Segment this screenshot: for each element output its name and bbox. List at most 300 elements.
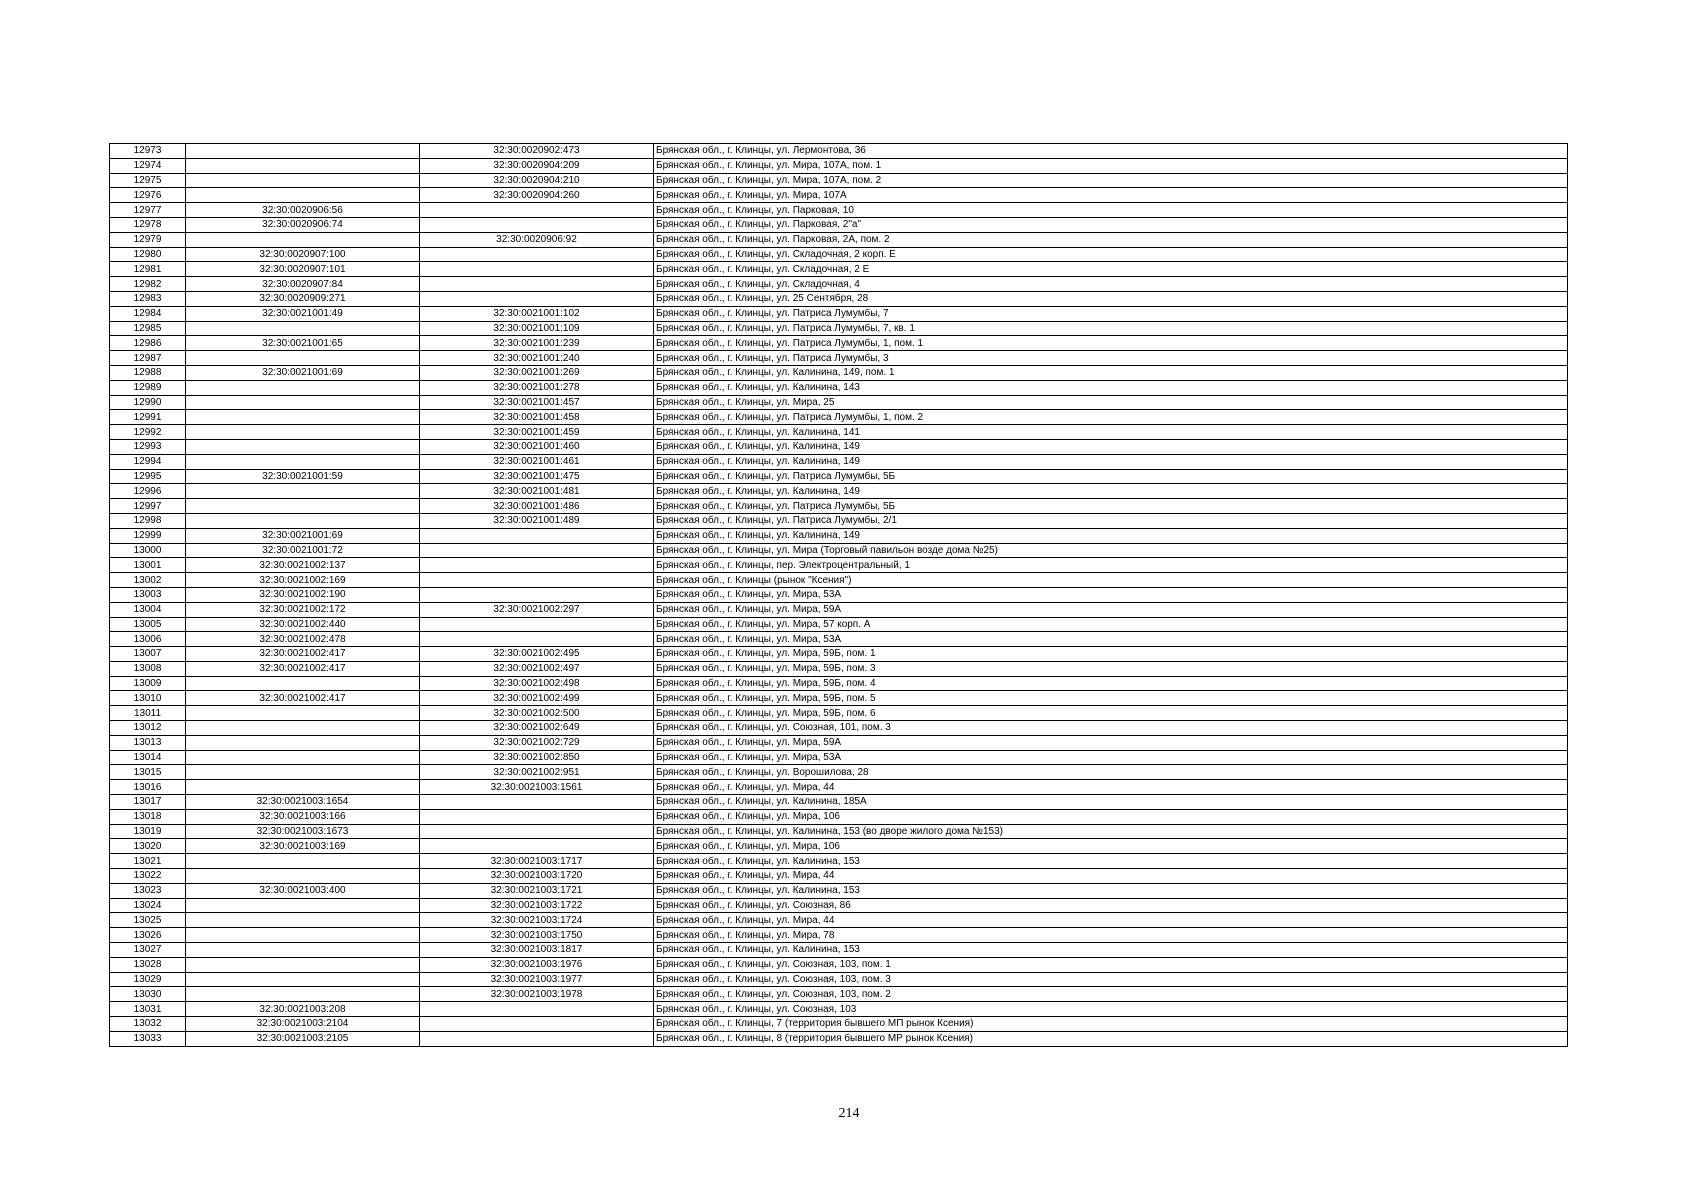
land-cadastral-number-cell [186,188,420,203]
building-cadastral-number-cell: 32:30:0021001:240 [420,351,654,366]
land-cadastral-number-cell: 32:30:0021001:72 [186,543,420,558]
row-number-cell: 12982 [110,277,186,292]
row-number-cell: 12973 [110,144,186,159]
row-number-cell: 13018 [110,809,186,824]
land-cadastral-number-cell: 32:30:0020907:84 [186,277,420,292]
address-cell: Брянская обл., г. Клинцы, ул. Калинина, 143 [654,380,1568,395]
table-row [110,158,1568,173]
address-cell: Брянская обл., г. Клинцы, ул. Патриса Лумумбы, 2/1 [654,513,1568,528]
address-cell: Брянская обл., г. Клинцы, ул. Мира, 59Б, пом. 1 [654,647,1568,662]
address-cell: Брянская обл., г. Клинцы, ул. Мира, 59А [654,735,1568,750]
row-number-cell: 12986 [110,336,186,351]
row-number-cell: 13001 [110,558,186,573]
building-cadastral-number-cell: 32:30:0021002:649 [420,721,654,736]
building-cadastral-number-cell [420,1031,654,1046]
land-cadastral-number-cell: 32:30:0021001:59 [186,469,420,484]
building-cadastral-number-cell: 32:30:0021002:499 [420,691,654,706]
address-cell: Брянская обл., г. Клинцы, ул. Складочная, 2 корп. Е [654,247,1568,262]
land-cadastral-number-cell: 32:30:0021002:172 [186,602,420,617]
land-cadastral-number-cell [186,439,420,454]
row-number-cell: 12988 [110,365,186,380]
table-row [110,824,1568,839]
table-row [110,661,1568,676]
land-cadastral-number-cell [186,913,420,928]
address-cell: Брянская обл., г. Клинцы, ул. Патриса Лумумбы, 1, пом. 1 [654,336,1568,351]
land-cadastral-number-cell [186,721,420,736]
building-cadastral-number-cell: 32:30:0021003:1561 [420,780,654,795]
building-cadastral-number-cell [420,573,654,588]
address-cell: Брянская обл., г. Клинцы, ул. Союзная, 103, пом. 1 [654,957,1568,972]
land-cadastral-number-cell [186,854,420,869]
address-cell: Брянская обл., г. Клинцы, ул. Мира, 57 корп. А [654,617,1568,632]
address-cell: Брянская обл., г. Клинцы, ул. Мира, 44 [654,913,1568,928]
table-row [110,587,1568,602]
row-number-cell: 13012 [110,721,186,736]
building-cadastral-number-cell: 32:30:0021001:475 [420,469,654,484]
table-row [110,262,1568,277]
table-row [110,484,1568,499]
address-cell: Брянская обл., г. Клинцы, ул. Союзная, 86 [654,898,1568,913]
table-row [110,1031,1568,1046]
table-row [110,721,1568,736]
row-number-cell: 13011 [110,706,186,721]
building-cadastral-number-cell: 32:30:0020904:209 [420,158,654,173]
row-number-cell: 13015 [110,765,186,780]
table-row [110,676,1568,691]
land-cadastral-number-cell: 32:30:0021002:478 [186,632,420,647]
address-cell: Брянская обл., г. Клинцы, ул. Калинина, 141 [654,425,1568,440]
building-cadastral-number-cell: 32:30:0021003:1721 [420,883,654,898]
row-number-cell: 12990 [110,395,186,410]
building-cadastral-number-cell: 32:30:0021003:1977 [420,972,654,987]
address-cell: Брянская обл., г. Клинцы, ул. Патриса Лумумбы, 5Б [654,499,1568,514]
land-cadastral-number-cell [186,144,420,159]
address-cell: Брянская обл., г. Клинцы, ул. 25 Сентября, 28 [654,291,1568,306]
building-cadastral-number-cell: 32:30:0021002:498 [420,676,654,691]
land-cadastral-number-cell: 32:30:0021001:69 [186,528,420,543]
row-number-cell: 13007 [110,647,186,662]
table-row [110,306,1568,321]
land-cadastral-number-cell: 32:30:0021003:169 [186,839,420,854]
building-cadastral-number-cell: 32:30:0021003:1978 [420,987,654,1002]
land-cadastral-number-cell [186,513,420,528]
land-cadastral-number-cell: 32:30:0021003:2104 [186,1017,420,1032]
table-row [110,351,1568,366]
table-row [110,232,1568,247]
land-cadastral-number-cell [186,232,420,247]
row-number-cell: 13004 [110,602,186,617]
table-row [110,943,1568,958]
table-row [110,543,1568,558]
row-number-cell: 13020 [110,839,186,854]
land-cadastral-number-cell [186,454,420,469]
building-cadastral-number-cell: 32:30:0021003:1717 [420,854,654,869]
table-row [110,217,1568,232]
building-cadastral-number-cell: 32:30:0021001:460 [420,439,654,454]
land-cadastral-number-cell [186,957,420,972]
table-row [110,336,1568,351]
building-cadastral-number-cell [420,587,654,602]
row-number-cell: 12978 [110,217,186,232]
building-cadastral-number-cell: 32:30:0021003:1976 [420,957,654,972]
address-cell: Брянская обл., г. Клинцы, ул. Мира, 106 [654,809,1568,824]
address-cell: Брянская обл., г. Клинцы, ул. Мира, 59Б, пом. 3 [654,661,1568,676]
row-number-cell: 13009 [110,676,186,691]
land-cadastral-number-cell [186,410,420,425]
building-cadastral-number-cell: 32:30:0021002:497 [420,661,654,676]
building-cadastral-number-cell [420,247,654,262]
address-cell: Брянская обл., г. Клинцы, ул. Калинина, 185А [654,795,1568,810]
address-cell: Брянская обл., г. Клинцы, ул. Мира, 25 [654,395,1568,410]
table-row [110,425,1568,440]
table-row [110,469,1568,484]
row-number-cell: 12977 [110,203,186,218]
table-row [110,928,1568,943]
address-cell: Брянская обл., г. Клинцы, ул. Мира, 107А [654,188,1568,203]
land-cadastral-number-cell [186,943,420,958]
table-row [110,780,1568,795]
address-cell: Брянская обл., г. Клинцы, ул. Мира, 78 [654,928,1568,943]
address-cell: Брянская обл., г. Клинцы, ул. Калинина, 149 [654,484,1568,499]
row-number-cell: 12974 [110,158,186,173]
row-number-cell: 12980 [110,247,186,262]
building-cadastral-number-cell: 32:30:0021002:951 [420,765,654,780]
table-row [110,365,1568,380]
address-cell: Брянская обл., г. Клинцы, ул. Союзная, 101, пом. 3 [654,721,1568,736]
building-cadastral-number-cell [420,217,654,232]
table-row [110,765,1568,780]
row-number-cell: 12991 [110,410,186,425]
land-cadastral-number-cell: 32:30:0020906:74 [186,217,420,232]
address-cell: Брянская обл., г. Клинцы, 8 (территория бывшего МР рынок Ксения) [654,1031,1568,1046]
table-row [110,617,1568,632]
table-row [110,735,1568,750]
table-row [110,439,1568,454]
table-row [110,1002,1568,1017]
table-row [110,898,1568,913]
table-row [110,321,1568,336]
land-cadastral-number-cell [186,898,420,913]
building-cadastral-number-cell [420,632,654,647]
address-cell: Брянская обл., г. Клинцы, ул. Калинина, 149, пом. 1 [654,365,1568,380]
row-number-cell: 12999 [110,528,186,543]
table-row [110,499,1568,514]
registry-table [109,143,1568,1047]
table-row [110,647,1568,662]
row-number-cell: 13019 [110,824,186,839]
building-cadastral-number-cell: 32:30:0021002:297 [420,602,654,617]
table-row [110,706,1568,721]
land-cadastral-number-cell: 32:30:0021003:166 [186,809,420,824]
land-cadastral-number-cell [186,425,420,440]
row-number-cell: 12981 [110,262,186,277]
building-cadastral-number-cell: 32:30:0021002:495 [420,647,654,662]
building-cadastral-number-cell [420,1017,654,1032]
table-row [110,573,1568,588]
table-row [110,809,1568,824]
table-row [110,602,1568,617]
building-cadastral-number-cell [420,203,654,218]
land-cadastral-number-cell [186,750,420,765]
row-number-cell: 13031 [110,1002,186,1017]
building-cadastral-number-cell: 32:30:0021001:458 [420,410,654,425]
building-cadastral-number-cell: 32:30:0021001:486 [420,499,654,514]
table-row [110,513,1568,528]
address-cell: Брянская обл., г. Клинцы, ул. Ворошилова, 28 [654,765,1568,780]
address-cell: Брянская обл., г. Клинцы, ул. Калинина, 153 [654,943,1568,958]
address-cell: Брянская обл., г. Клинцы, ул. Калинина, 153 [654,854,1568,869]
table-row [110,203,1568,218]
land-cadastral-number-cell: 32:30:0021003:400 [186,883,420,898]
building-cadastral-number-cell [420,262,654,277]
row-number-cell: 12976 [110,188,186,203]
row-number-cell: 12975 [110,173,186,188]
address-cell: Брянская обл., г. Клинцы, ул. Мира, 106 [654,839,1568,854]
land-cadastral-number-cell [186,765,420,780]
row-number-cell: 12992 [110,425,186,440]
row-number-cell: 12997 [110,499,186,514]
building-cadastral-number-cell: 32:30:0021002:850 [420,750,654,765]
building-cadastral-number-cell: 32:30:0021001:102 [420,306,654,321]
row-number-cell: 12998 [110,513,186,528]
table-row [110,291,1568,306]
land-cadastral-number-cell: 32:30:0020909:271 [186,291,420,306]
building-cadastral-number-cell: 32:30:0021001:489 [420,513,654,528]
table-row [110,380,1568,395]
building-cadastral-number-cell [420,617,654,632]
land-cadastral-number-cell [186,869,420,884]
table-row [110,972,1568,987]
row-number-cell: 12993 [110,439,186,454]
table-row [110,173,1568,188]
building-cadastral-number-cell: 32:30:0021003:1720 [420,869,654,884]
table-row [110,854,1568,869]
address-cell: Брянская обл., г. Клинцы, ул. Калинина, 149 [654,439,1568,454]
land-cadastral-number-cell: 32:30:0020906:56 [186,203,420,218]
address-cell: Брянская обл., г. Клинцы, ул. Лермонтова, 36 [654,144,1568,159]
address-cell: Брянская обл., г. Клинцы, ул. Калинина, 149 [654,528,1568,543]
row-number-cell: 13010 [110,691,186,706]
row-number-cell: 13014 [110,750,186,765]
address-cell: Брянская обл., г. Клинцы, ул. Мира (Торговый павильон возде дома №25) [654,543,1568,558]
table-row [110,839,1568,854]
row-number-cell: 13025 [110,913,186,928]
building-cadastral-number-cell: 32:30:0021001:109 [420,321,654,336]
building-cadastral-number-cell: 32:30:0021001:278 [420,380,654,395]
row-number-cell: 13024 [110,898,186,913]
table-row [110,454,1568,469]
row-number-cell: 12985 [110,321,186,336]
address-cell: Брянская обл., г. Клинцы, ул. Мира, 44 [654,869,1568,884]
row-number-cell: 13005 [110,617,186,632]
land-cadastral-number-cell [186,499,420,514]
building-cadastral-number-cell: 32:30:0021003:1724 [420,913,654,928]
address-cell: Брянская обл., г. Клинцы, ул. Калинина, 153 (во дворе жилого дома №153) [654,824,1568,839]
land-cadastral-number-cell [186,158,420,173]
row-number-cell: 13006 [110,632,186,647]
row-number-cell: 13032 [110,1017,186,1032]
table-row [110,188,1568,203]
row-number-cell: 13022 [110,869,186,884]
row-number-cell: 13016 [110,780,186,795]
building-cadastral-number-cell [420,528,654,543]
row-number-cell: 13033 [110,1031,186,1046]
row-number-cell: 13021 [110,854,186,869]
building-cadastral-number-cell: 32:30:0021003:1750 [420,928,654,943]
address-cell: Брянская обл., г. Клинцы, пер. Электроцентральный, 1 [654,558,1568,573]
land-cadastral-number-cell: 32:30:0021002:137 [186,558,420,573]
land-cadastral-number-cell [186,395,420,410]
table-row [110,869,1568,884]
address-cell: Брянская обл., г. Клинцы, ул. Парковая, 2А, пом. 2 [654,232,1568,247]
table-row [110,987,1568,1002]
row-number-cell: 13029 [110,972,186,987]
address-cell: Брянская обл., г. Клинцы, ул. Парковая, 10 [654,203,1568,218]
land-cadastral-number-cell: 32:30:0021001:49 [186,306,420,321]
address-cell: Брянская обл., г. Клинцы, ул. Складочная, 2 Е [654,262,1568,277]
row-number-cell: 12984 [110,306,186,321]
land-cadastral-number-cell: 32:30:0020907:101 [186,262,420,277]
land-cadastral-number-cell [186,173,420,188]
building-cadastral-number-cell [420,543,654,558]
building-cadastral-number-cell: 32:30:0021001:269 [420,365,654,380]
table-row [110,957,1568,972]
address-cell: Брянская обл., г. Клинцы, ул. Союзная, 103, пом. 2 [654,987,1568,1002]
land-cadastral-number-cell: 32:30:0021002:417 [186,691,420,706]
building-cadastral-number-cell [420,277,654,292]
address-cell: Брянская обл., г. Клинцы, ул. Мира, 53А [654,587,1568,602]
address-cell: Брянская обл., г. Клинцы, 7 (территория бывшего МП рынок Ксения) [654,1017,1568,1032]
table-row [110,750,1568,765]
address-cell: Брянская обл., г. Клинцы, ул. Мира, 107А, пом. 1 [654,158,1568,173]
land-cadastral-number-cell [186,928,420,943]
row-number-cell: 13008 [110,661,186,676]
land-cadastral-number-cell [186,676,420,691]
land-cadastral-number-cell: 32:30:0021002:169 [186,573,420,588]
row-number-cell: 13028 [110,957,186,972]
building-cadastral-number-cell: 32:30:0021001:461 [420,454,654,469]
land-cadastral-number-cell [186,972,420,987]
building-cadastral-number-cell [420,809,654,824]
land-cadastral-number-cell: 32:30:0021002:417 [186,647,420,662]
row-number-cell: 13000 [110,543,186,558]
row-number-cell: 13017 [110,795,186,810]
land-cadastral-number-cell [186,321,420,336]
building-cadastral-number-cell: 32:30:0020906:92 [420,232,654,247]
row-number-cell: 13023 [110,883,186,898]
building-cadastral-number-cell: 32:30:0020904:210 [420,173,654,188]
table-row [110,410,1568,425]
building-cadastral-number-cell: 32:30:0021001:481 [420,484,654,499]
table-row [110,395,1568,410]
land-cadastral-number-cell [186,706,420,721]
table-row [110,277,1568,292]
address-cell: Брянская обл., г. Клинцы, ул. Союзная, 103 [654,1002,1568,1017]
table-row [110,247,1568,262]
land-cadastral-number-cell [186,987,420,1002]
address-cell: Брянская обл., г. Клинцы, ул. Мира, 59А [654,602,1568,617]
building-cadastral-number-cell: 32:30:0020904:260 [420,188,654,203]
address-cell: Брянская обл., г. Клинцы, ул. Складочная, 4 [654,277,1568,292]
address-cell: Брянская обл., г. Клинцы, ул. Мира, 59Б, пом. 5 [654,691,1568,706]
table-row [110,528,1568,543]
table-row [110,691,1568,706]
row-number-cell: 12994 [110,454,186,469]
table-row [110,913,1568,928]
table-row [110,144,1568,159]
address-cell: Брянская обл., г. Клинцы, ул. Мира, 107А, пом. 2 [654,173,1568,188]
address-cell: Брянская обл., г. Клинцы, ул. Патриса Лумумбы, 1, пом. 2 [654,410,1568,425]
building-cadastral-number-cell: 32:30:0021001:457 [420,395,654,410]
row-number-cell: 13027 [110,943,186,958]
address-cell: Брянская обл., г. Клинцы, ул. Патриса Лумумбы, 7, кв. 1 [654,321,1568,336]
land-cadastral-number-cell [186,780,420,795]
row-number-cell: 13013 [110,735,186,750]
address-cell: Брянская обл., г. Клинцы, ул. Патриса Лумумбы, 3 [654,351,1568,366]
table-row [110,1017,1568,1032]
land-cadastral-number-cell: 32:30:0021002:417 [186,661,420,676]
land-cadastral-number-cell [186,380,420,395]
address-cell: Брянская обл., г. Клинцы, ул. Калинина, 153 [654,883,1568,898]
land-cadastral-number-cell: 32:30:0021001:65 [186,336,420,351]
land-cadastral-number-cell: 32:30:0021002:190 [186,587,420,602]
land-cadastral-number-cell: 32:30:0021003:1673 [186,824,420,839]
address-cell: Брянская обл., г. Клинцы, ул. Мира, 59Б, пом. 4 [654,676,1568,691]
land-cadastral-number-cell: 32:30:0021003:1654 [186,795,420,810]
row-number-cell: 13003 [110,587,186,602]
building-cadastral-number-cell [420,291,654,306]
building-cadastral-number-cell [420,795,654,810]
land-cadastral-number-cell: 32:30:0020907:100 [186,247,420,262]
land-cadastral-number-cell [186,484,420,499]
address-cell: Брянская обл., г. Клинцы, ул. Патриса Лумумбы, 5Б [654,469,1568,484]
land-cadastral-number-cell [186,351,420,366]
building-cadastral-number-cell [420,558,654,573]
address-cell: Брянская обл., г. Клинцы, ул. Патриса Лумумбы, 7 [654,306,1568,321]
table-row [110,632,1568,647]
land-cadastral-number-cell: 32:30:0021001:69 [186,365,420,380]
row-number-cell: 13030 [110,987,186,1002]
row-number-cell: 12995 [110,469,186,484]
row-number-cell: 12989 [110,380,186,395]
building-cadastral-number-cell [420,1002,654,1017]
row-number-cell: 12987 [110,351,186,366]
building-cadastral-number-cell: 32:30:0021002:729 [420,735,654,750]
building-cadastral-number-cell: 32:30:0021001:459 [420,425,654,440]
building-cadastral-number-cell [420,839,654,854]
row-number-cell: 12996 [110,484,186,499]
table-row [110,883,1568,898]
address-cell: Брянская обл., г. Клинцы, ул. Мира, 53А [654,750,1568,765]
address-cell: Брянская обл., г. Клинцы, ул. Мира, 44 [654,780,1568,795]
address-cell: Брянская обл., г. Клинцы, ул. Парковая, 2"а" [654,217,1568,232]
building-cadastral-number-cell: 32:30:0020902:473 [420,144,654,159]
table-row [110,795,1568,810]
land-cadastral-number-cell [186,735,420,750]
building-cadastral-number-cell [420,824,654,839]
page-number: 214 [838,1106,860,1121]
building-cadastral-number-cell: 32:30:0021003:1817 [420,943,654,958]
address-cell: Брянская обл., г. Клинцы, ул. Союзная, 103, пом. 3 [654,972,1568,987]
land-cadastral-number-cell: 32:30:0021003:2105 [186,1031,420,1046]
address-cell: Брянская обл., г. Клинцы, ул. Мира, 59Б, пом. 6 [654,706,1568,721]
land-cadastral-number-cell: 32:30:0021003:208 [186,1002,420,1017]
building-cadastral-number-cell: 32:30:0021003:1722 [420,898,654,913]
address-cell: Брянская обл., г. Клинцы (рынок "Ксения") [654,573,1568,588]
table-row [110,558,1568,573]
row-number-cell: 13002 [110,573,186,588]
row-number-cell: 12979 [110,232,186,247]
